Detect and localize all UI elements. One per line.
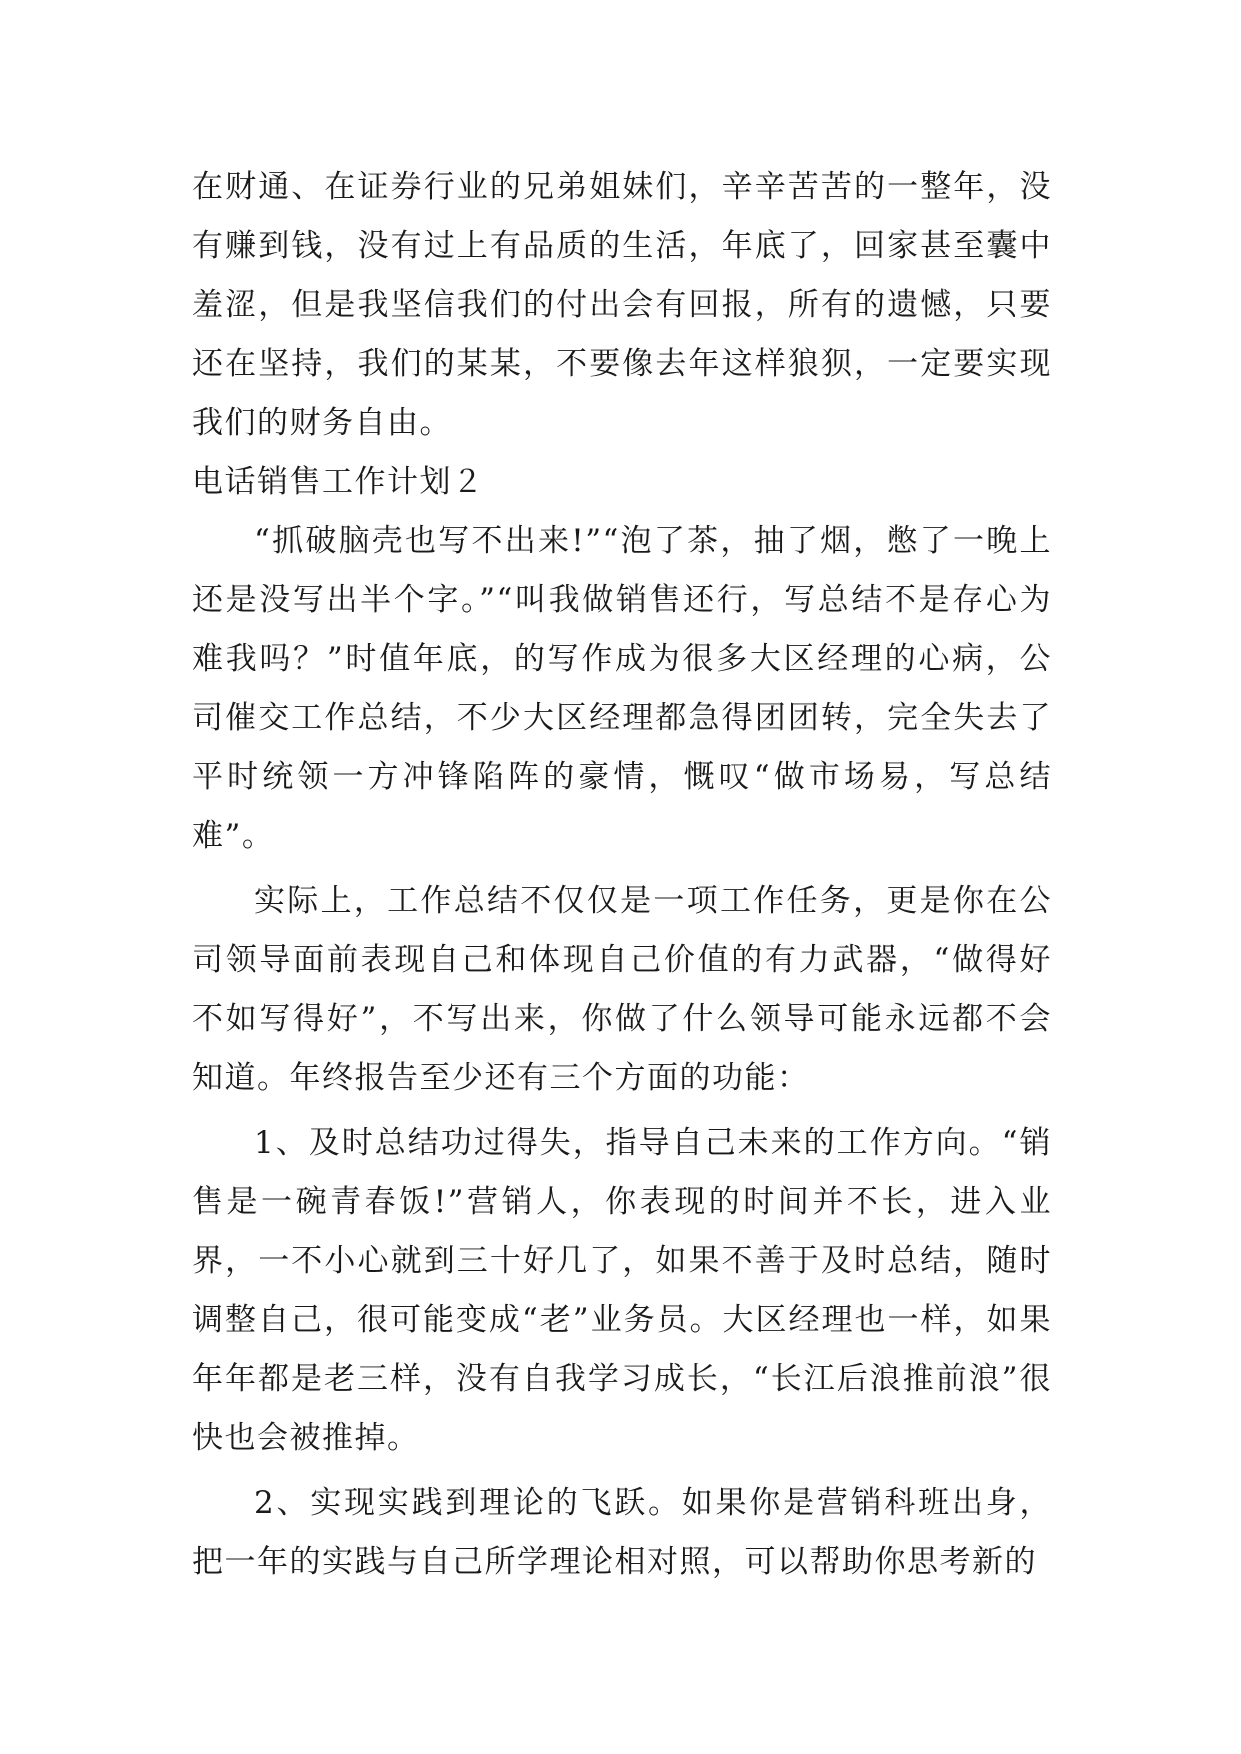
paragraph-point-2: 2、实现实践到理论的飞跃。如果你是营销科班出身，把一年的实践与自己所学理论相对照，可以帮助你思考新的	[192, 1485, 1052, 1580]
document-body	[192, 158, 1052, 1592]
paragraph-point-1: 1、及时总结功过得失，指导自己未来的工作方向。“销售是一碗青春饭!”营销人，你表现的时间并不长，进入业界，一不小心就到三十好几了，如果不善于及时总结，随时调整自己，很可能变成“老”业务员。大区经理也一样，如果年年都是老三样，没有自我学习成长，“长江后浪推前浪”很快也会被推掉。	[192, 1125, 1052, 1456]
paragraph-summary-value: 实际上，工作总结不仅仅是一项工作任务，更是你在公司领导面前表现自己和体现自己价值的有力武器，“做得好不如写得好”，不写出来，你做了什么领导可能永远都不会知道。年终报告至少还有三个方面的功能：	[192, 883, 1052, 1096]
paragraph-intro-quotes: “抓破脑壳也写不出来!”“泡了茶，抽了烟，憋了一晚上还是没写出半个字。”“叫我做销售还行，写总结不是存心为难我吗？”时值年底，的写作成为很多大区经理的心病，公司催交工作总结，不少大区经理都急得团团转，完全失去了平时统领一方冲锋陷阵的豪情，慨叹“做市场易，写总结难”。	[192, 523, 1052, 854]
continuation-paragraph: 在财通、在证券行业的兄弟姐妹们，辛辛苦苦的一整年，没有赚到钱，没有过上有品质的生活，年底了，回家甚至囊中羞涩，但是我坚信我们的付出会有回报，所有的遗憾，只要还在坚持，我们的某某，不要像去年这样狼狈，一定要实现我们的财务自由。	[192, 169, 1052, 441]
section-title: 电话销售工作计划２	[192, 464, 485, 500]
